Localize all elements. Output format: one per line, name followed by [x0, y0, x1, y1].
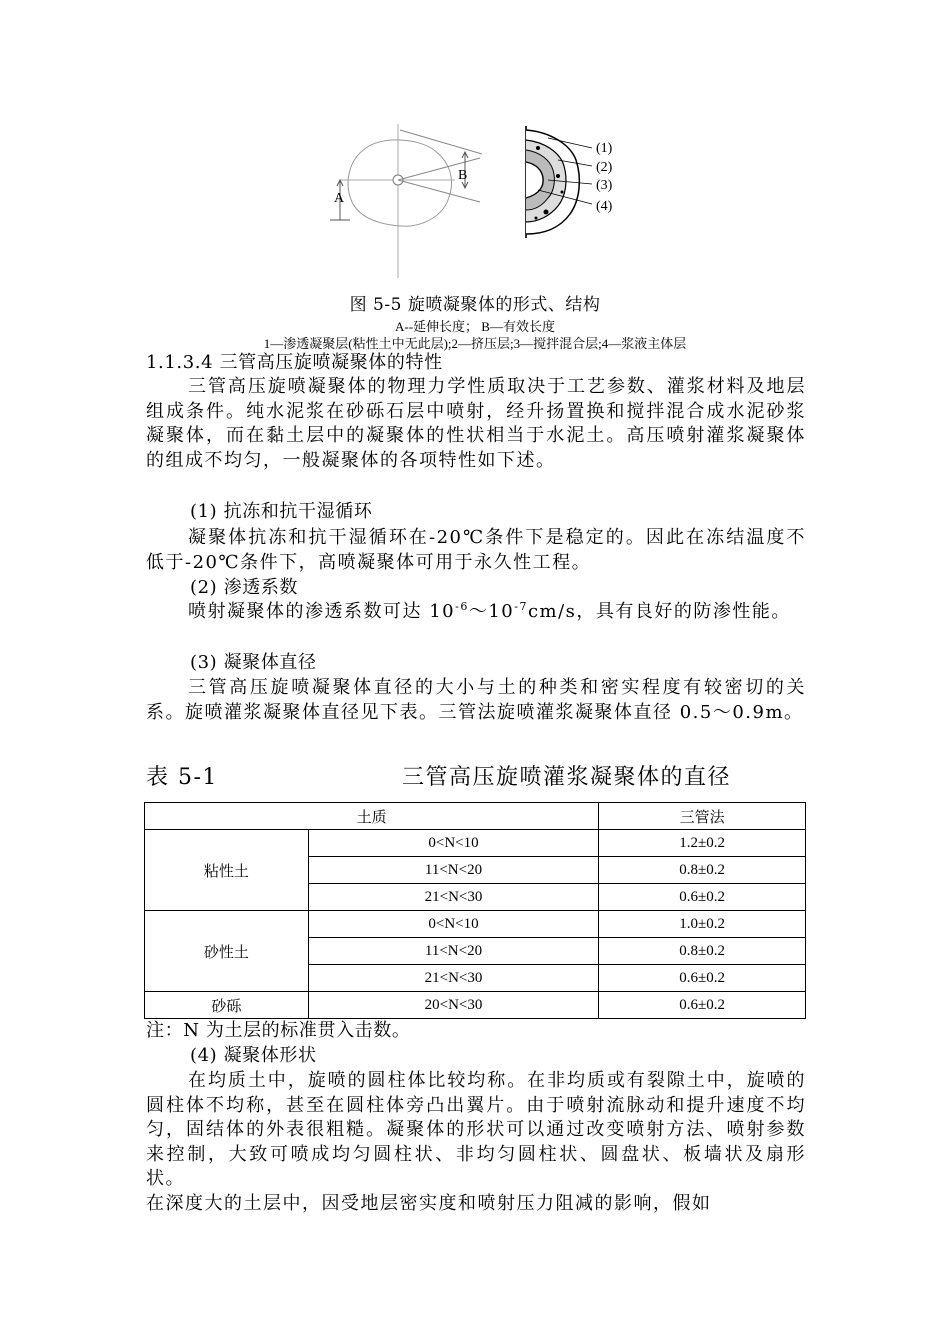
soil-cell: 粘性土: [145, 830, 309, 911]
table-row: [145, 911, 806, 938]
item-1-text: 凝聚体抗冻和抗干湿循环在-20℃条件下是稳定的。因此在冻结温度不低于-20℃条件下，高喷凝聚体可用于永久性工程。: [146, 527, 806, 573]
item-3-text: 三管高压旋喷凝聚体直径的大小与土的种类和密实程度有较密切的关系。旋喷灌浆凝聚体直径见下表。三管法旋喷灌浆凝聚体直径 0.5～0.9m。: [146, 677, 806, 723]
n-cell: 11<N<20: [308, 857, 599, 884]
soil-cell: 砂砾: [145, 992, 309, 1019]
table-row: [145, 830, 806, 857]
header-soil: 土质: [145, 803, 599, 830]
label-layer-2: (2): [596, 160, 613, 175]
section-heading: 1.1.3.4 三管高压旋喷凝聚体的特性: [146, 352, 443, 373]
table-row: [145, 992, 806, 1019]
n-cell: 21<N<30: [308, 965, 599, 992]
label-layer-3: (3): [596, 178, 613, 193]
label-layer-4: (4): [596, 199, 613, 214]
section-view-shape: [526, 126, 592, 238]
n-cell: 0<N<10: [308, 830, 599, 857]
diameter-table: [144, 802, 806, 1019]
table-note: 注：N 为土层的标准贯入击数。: [146, 1020, 411, 1041]
figure-legend-line-1: A--延伸长度； B—有效长度: [395, 319, 555, 334]
diameter-cell: 0.6±0.2: [599, 965, 806, 992]
n-cell: 11<N<20: [308, 938, 599, 965]
item-4-text: 在均质土中，旋喷的圆柱体比较均称。在非均质或有裂隙土中，旋喷的圆柱体不均称，甚至在圆柱体旁凸出翼片。由于喷射流脉动和提升速度不均匀，固结体的外表很粗糙。凝聚体的形状可以通过改变喷射方法、喷射参数来控制，大致可喷成均匀圆柱状、非均匀圆柱状、圆盘状、板墙状及扇形状。: [146, 1070, 806, 1189]
item-2-title: (2) 渗透系数: [190, 577, 299, 598]
item-2-text: 喷射凝聚体的渗透系数可达 $10^{-6}\sim 10^{-7}cm/s$，具有良好的防渗性能。: [188, 600, 791, 622]
soil-cell: 砂性土: [145, 911, 309, 992]
figure-legend-line-2: 1—渗透凝聚层(粘性土中无此层);2—挤压层;3—搅拌混合层;4—浆液主体层: [263, 336, 687, 351]
item-3-title: (3) 凝聚体直径: [190, 652, 317, 673]
jet-grout-diagram: [300, 118, 640, 288]
item-1-title: (1) 抗冻和抗干湿循环: [190, 501, 373, 522]
intro-paragraph: 三管高压旋喷凝聚体的物理力学性质取决于工艺参数、灌浆材料及地层组成条件。纯水泥浆在砂砾石层中喷射，经升扬置换和搅拌混合成水泥砂浆凝聚体，而在黏土层中的凝聚体的性状相当于水泥土。高压喷射灌浆凝聚体的组成不均匀，一般凝聚体的各项特性如下述。: [146, 376, 806, 471]
diameter-cell: 0.6±0.2: [599, 884, 806, 911]
item-4-title: (4) 凝聚体形状: [190, 1045, 317, 1066]
figure-caption: 图 5-5 旋喷凝聚体的形式、结构: [349, 295, 601, 315]
table-number: 表 5-1: [146, 765, 218, 790]
n-cell: 21<N<30: [308, 884, 599, 911]
diameter-cell: 0.8±0.2: [599, 857, 806, 884]
figure-5-5: [300, 118, 640, 288]
label-a: A: [334, 191, 345, 206]
n-cell: 0<N<10: [308, 911, 599, 938]
label-b: B: [458, 168, 468, 183]
diameter-cell: 1.2±0.2: [599, 830, 806, 857]
n-cell: 20<N<30: [308, 992, 599, 1019]
table-header-row: [145, 803, 806, 830]
diameter-cell: 0.8±0.2: [599, 938, 806, 965]
label-layer-1: (1): [596, 141, 613, 156]
header-method: 三管法: [599, 803, 806, 830]
diameter-cell: 1.0±0.2: [599, 911, 806, 938]
last-paragraph: 在深度大的土层中，因受地层密实度和喷射压力阻减的影响，假如: [146, 1193, 712, 1214]
diameter-cell: 0.6±0.2: [599, 992, 806, 1019]
plan-view-shape: [330, 124, 482, 278]
table-title: 三管高压旋喷灌浆凝聚体的直径: [402, 765, 732, 790]
